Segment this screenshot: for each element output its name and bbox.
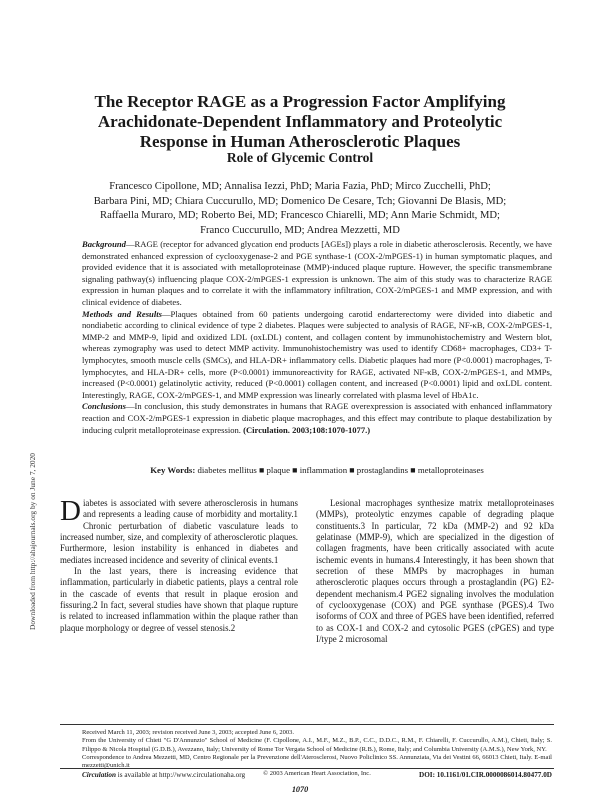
paragraph xyxy=(60,495,298,566)
page-number: 1070 xyxy=(291,785,309,794)
author-line: Barbara Pini, MD; Chiara Cuccurullo, MD; Domenico De Cesare, Tch; Giovanni De Blasis, MD; xyxy=(93,195,507,207)
abstract-conclusions xyxy=(82,401,552,436)
affiliations: From the University of Chieti "G D'Annunzio" School of Medicine (F. Cipollone, A.I., M.F., M.Z., B.P., C.C., D.D.C., R.M., F. Chiarelli, F. Cuccurullo, A.M.), Chieti, Italy; S. Filippo & Nicola Hospital (G.D.B.), Avezzano, Italy; University of Rome Tor Vergata School of Medicine (R.B.), Rome, Italy; and Columbia University (A.M.S.), New York, NY. xyxy=(82,737,552,753)
article-subtitle: Role of Glycemic Control xyxy=(226,150,374,165)
received-dates: Received March 11, 2003; revision received June 3, 2003; accepted June 6, 2003. xyxy=(82,729,295,736)
conclusions-label: Conclusions xyxy=(82,401,126,412)
author-list xyxy=(60,180,540,238)
methods-label: Methods and Results xyxy=(82,308,162,319)
article-title xyxy=(60,92,540,152)
paragraph: In the last years, there is increasing evidence that inflammation, particularly in diabetic patients, plays a central role in the cascade of events that result in plaque erosion and fissuring.2 In fact, several studies have shown that plaque rupture is related to increased inflammation within the plaque rather than plaque morphology or degree of vessel stenosis.2 xyxy=(60,566,298,633)
keywords-text: diabetes mellitus ■ plaque ■ inflammation ■ prostaglandins ■ metalloproteinases xyxy=(197,465,484,475)
keywords-label: Key Words: xyxy=(150,465,196,475)
journal-url[interactable]: is available at http://www.circulationaha.org xyxy=(115,771,246,779)
bottom-divider xyxy=(60,768,554,769)
conclusions-text: —In conclusion, this study demonstrates in humans that RAGE overexpression is associated with enhanced inflammatory reaction and COX-2/mPGES-1 expression in diabetic plaque macrophages, and this effect may contribute to plaque destabilization by inducing culprit metalloproteinase expression. xyxy=(82,401,552,435)
journal-availability xyxy=(82,771,245,779)
footnote-divider xyxy=(60,724,554,725)
download-watermark xyxy=(28,330,40,630)
drop-cap: D xyxy=(60,495,81,527)
author-line: Raffaella Muraro, MD; Roberto Bei, MD; Francesco Chiarelli, MD; Ann Marie Schmidt, MD; xyxy=(100,210,500,222)
paragraph-text: iabetes is associated with severe atherosclerosis in humans and represents a leading cause of morbidity and mortality.1 Chronic perturbation of diabetic vasculature leads to increased number, size, and complexity of atherosclerotic plaques. Furthermore, lesion instability is enhanced in diabetes and mediates increased incidence and severity of clinical events.1 xyxy=(60,498,298,565)
background-text: —RAGE (receptor for advanced glycation end products [AGEs]) plays a role in diabetic atherosclerosis. Recently, we have demonstrated enhanced expression of cyclooxygenase-2 and PGE synthase-1 (COX-2/mPGES-1) in human symptomatic plaques, and provided evidence that it is associated with metalloproteinase (MMP)-induced plaque rupture. However, the specific transmembrane signaling pathway(s) influencing plaque COX-2/mPGES-1 expression is unknown. The aim of this study was to characterize RAGE expression in human plaques and to correlate it with the inflammatory infiltration, COX-2/mPGES-1 and MMP expression, and with clinical evidence of diabetes. xyxy=(82,239,552,307)
author-line: Francesco Cipollone, MD; Annalisa Iezzi, PhD; Maria Fazia, PhD; Mirco Zucchelli, PhD; xyxy=(109,181,491,192)
body-column-right xyxy=(316,498,554,645)
title-line-3: Response in Human Atherosclerotic Plaques xyxy=(139,132,461,151)
correspondence: Correspondence to Andrea Mezzetti, MD, Centro Regionale per la Prevenzione dell'Aterosclerosi, Nuovo Policlinico SS. Annunziata, Via dei Vestini 66, 66013 Chieti, Italy. E-mail mezzetti@unich.it xyxy=(82,753,552,770)
abstract xyxy=(82,239,552,436)
download-watermark-text: Downloaded from http://ahajournals.org by on June 7, 2020 xyxy=(28,452,37,630)
paragraph: Lesional macrophages synthesize matrix metalloproteinases (MMPs), proteolytic enzymes capable of degrading plaque constituents.3 In particular, 72 kDa (MMP-2) and 92 kDa gelatinase (MMP-9), which are specialized in the digestion of collagen fragments, have been critically associated with acute ischemic events in humans.4 Interestingly, it has been shown that secretion of these MMPs by macrophages in human atherosclerotic plaques occurs through a prostaglandin (PG) E2-dependent mechanism.4 PGE2 signaling involves the modulation of cyclooxygenase (COX) and PGE synthase (PGES).4 Two isoforms of COX and three of PGES have been identified, referred to as COX-1 and COX-2 and cytosolic PGES (cPGES) and type I/type 2 microsomal xyxy=(316,498,554,645)
methods-text: —Plaques obtained from 60 patients undergoing carotid endarterectomy were divided into diabetic and nondiabetic according to clinical evidence of type 2 diabetes. Plaques were subjected to analysis of RAGE, NF-κB, COX-2/mPGES-1, MMP-2 and MMP-9, lipid and oxidized LDL (oxLDL) content, and collagen content by immunohistochemistry and Western blot, whereas zymography was used to detect MMP activity. Immunohistochemistry was used to identify CD68+ macrophages, CD3+ T-lymphocytes, smooth muscle cells (SMCs), and HLA-DR+ inflammatory cells. Diabetic plaques had more (P<0.0001) macrophages, T-lymphocytes, and HLA-DR+ cells, more (P<0.0001) immunoreactivity for RAGE, activated NF-κB, COX-2/mPGES-1, and MMPs, increased (P<0.0001) gelatinolytic activity, reduced (P<0.0001) collagen content, and increased (P<0.0001) lipid and oxLDL content. Interestingly, RAGE, COX-2/mPGES-1, and MMP expression was linearly correlated with plasma level of HbA1c. xyxy=(82,308,552,400)
background-label: Background xyxy=(82,239,126,249)
abstract-methods xyxy=(82,309,552,402)
abstract-background xyxy=(82,239,552,309)
keywords xyxy=(82,465,552,475)
author-line: Franco Cuccurullo, MD; Andrea Mezzetti, MD xyxy=(200,224,400,236)
title-line-2: Arachidonate-Dependent Inflammatory and Proteolytic xyxy=(97,112,503,131)
journal-name: Circulation xyxy=(82,771,116,779)
citation: (Circulation. 2003;108:1070-1077.) xyxy=(243,424,371,435)
copyright: © 2003 American Heart Association, Inc. xyxy=(263,770,371,778)
title-line-1: The Receptor RAGE as a Progression Factor Amplifying xyxy=(94,92,506,111)
doi: DOI: 10.1161/01.CIR.0000086014.80477.0D xyxy=(419,771,552,779)
body-column-left xyxy=(60,495,298,634)
